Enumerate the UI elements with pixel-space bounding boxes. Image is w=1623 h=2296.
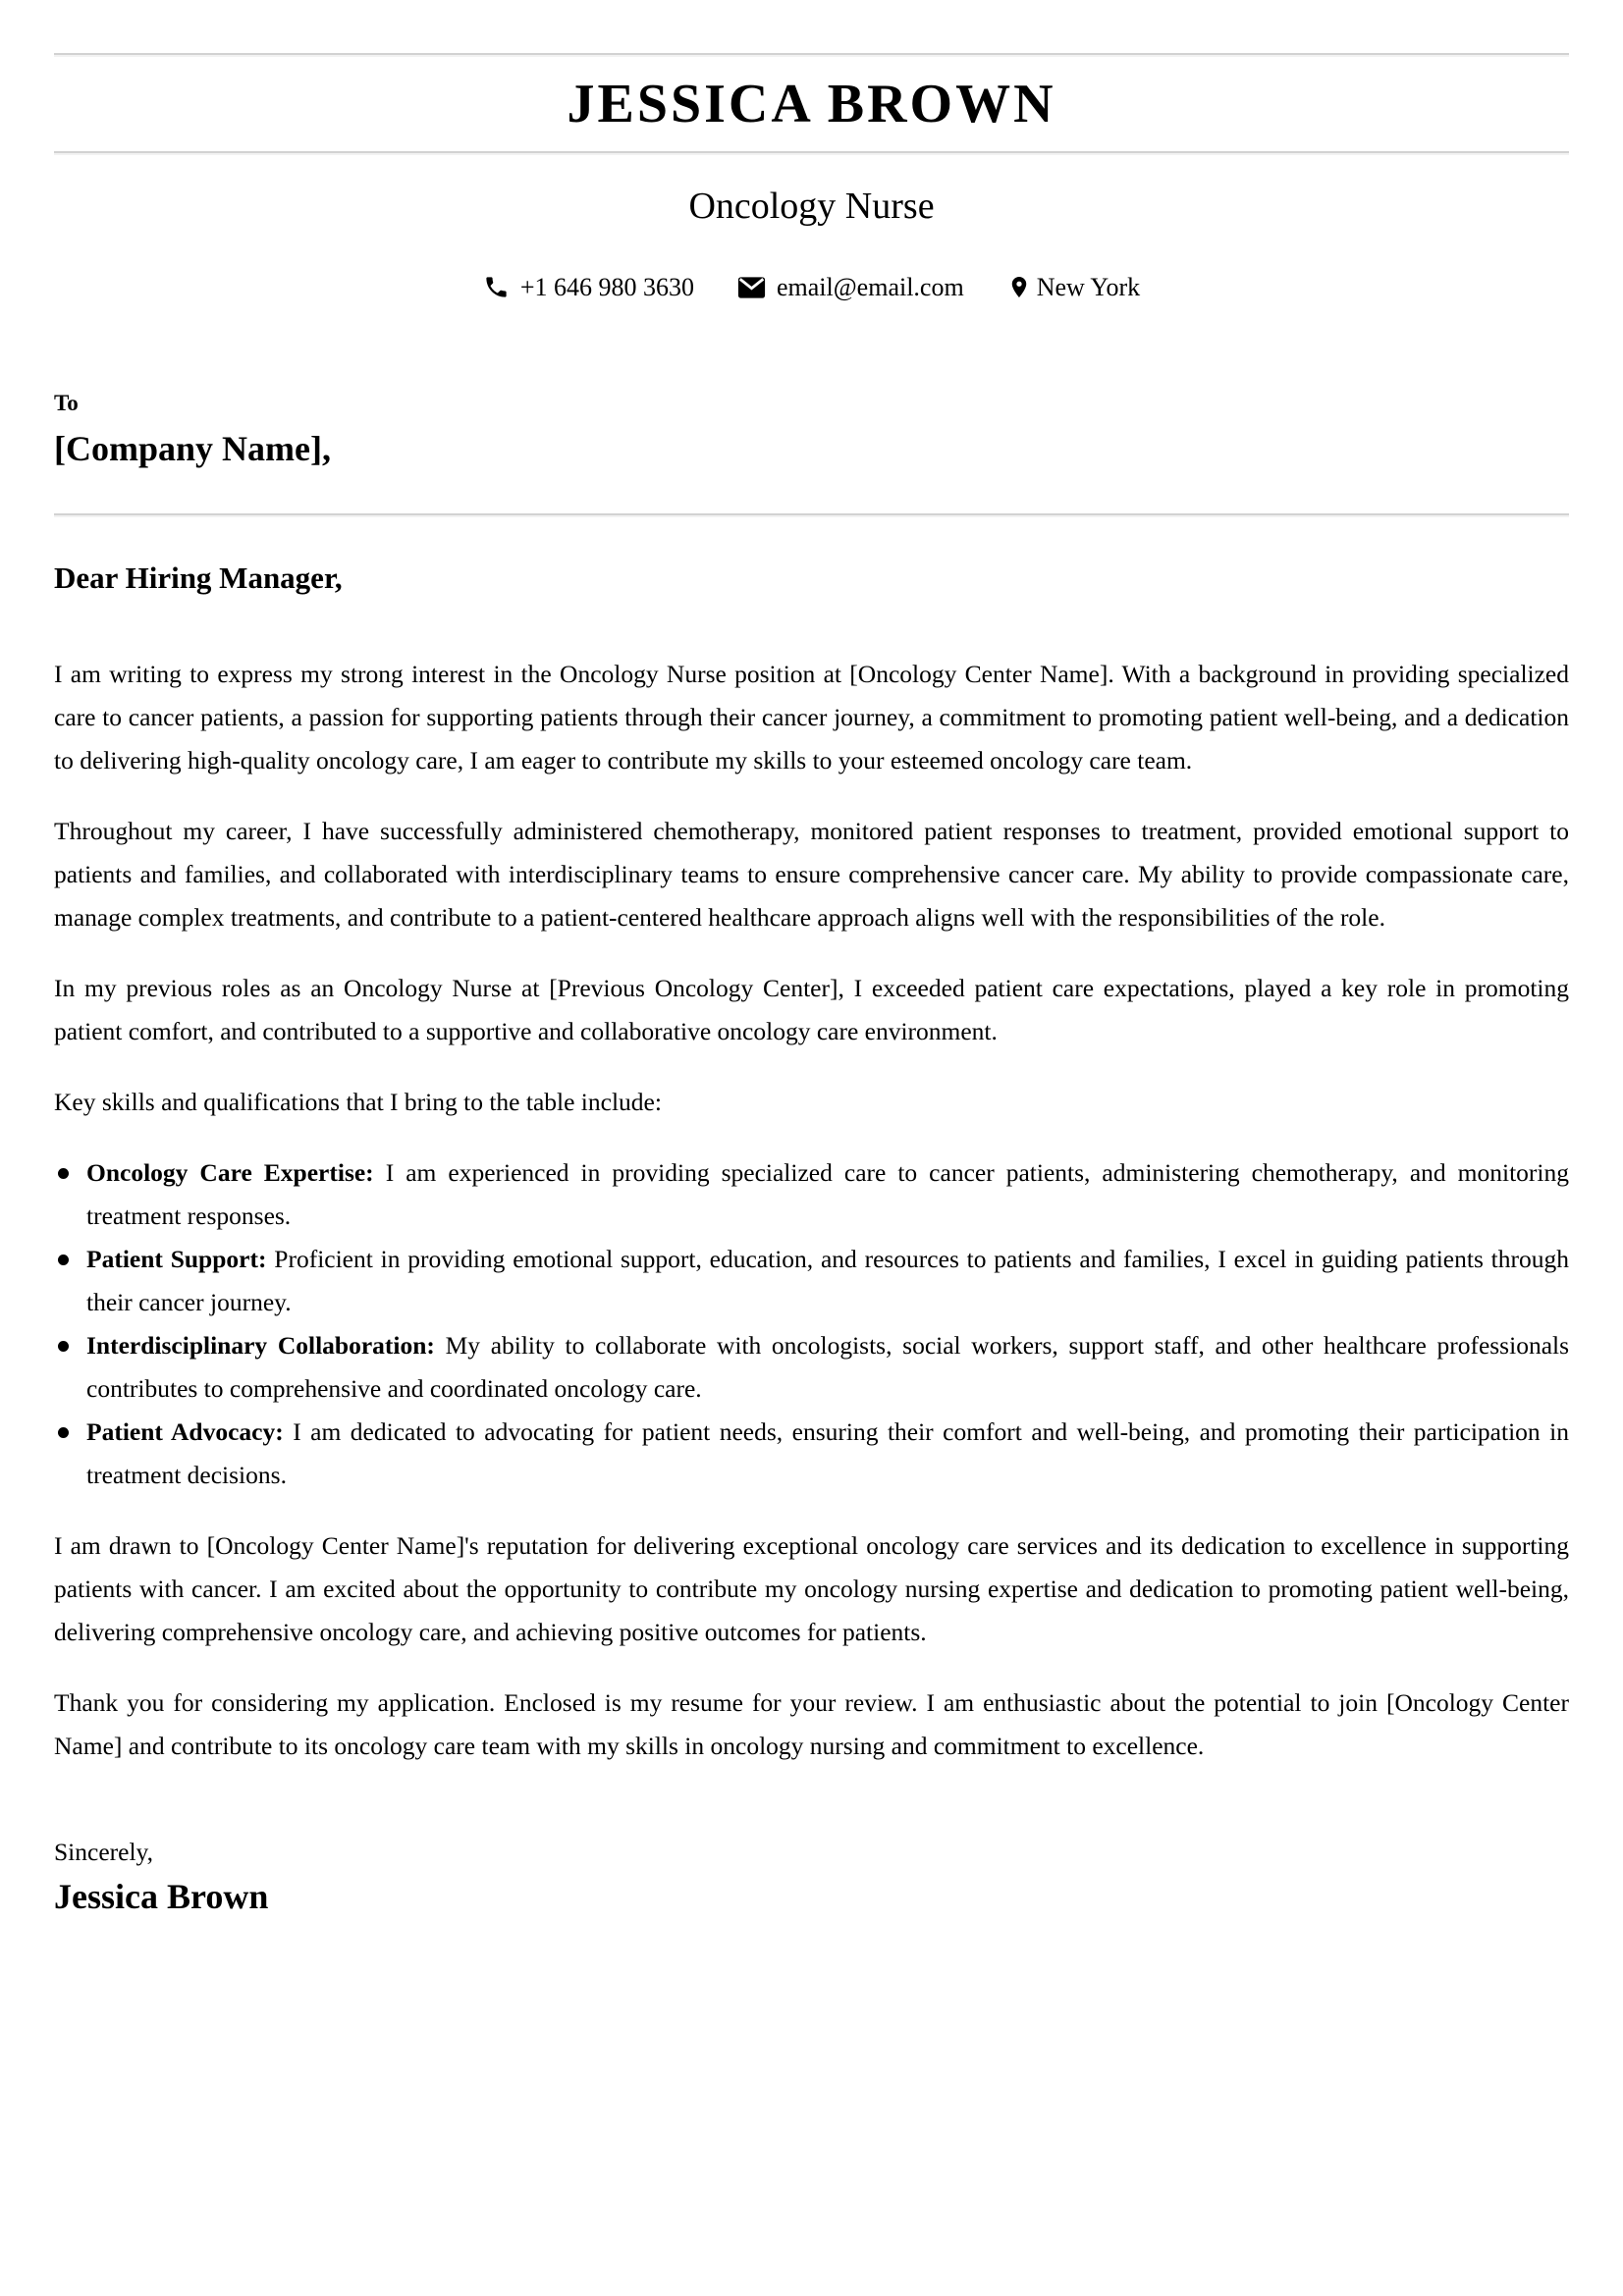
company-name: [Company Name], (54, 428, 331, 468)
list-item (54, 1151, 1569, 1238)
name-divider (54, 151, 1569, 153)
contact-location (1007, 273, 1140, 302)
contact-email (737, 273, 964, 302)
list-item (54, 1238, 1569, 1324)
signature-name: Jessica Brown (54, 1877, 269, 1917)
recipient-divider (54, 513, 1569, 515)
paragraph-previous-roles: In my previous roles as an Oncology Nurse at [Previous Oncology Center], I exceeded patient care expectations, played a key role in promoting patient comfort, and contributed to a supportive and collaborative oncology care environment. (54, 974, 1569, 1046)
skill-text: I am dedicated to advocating for patient needs, ensuring their comfort and well-being, and promoting their participation in treatment decisions. (86, 1417, 1569, 1490)
location-text: New York (1036, 272, 1141, 301)
location-pin-icon (1007, 274, 1031, 300)
skill-title: Patient Support: (86, 1245, 267, 1274)
paragraph-intro: I am writing to express my strong interest in the Oncology Nurse position at [Oncology Center Name]. With a background in providing specialized care to cancer patients, a passion for supporting patients through their cancer journey, a commitment to promoting patient well-being, and a dedication to delivering high-quality oncology care, I am eager to contribute my skills to your esteemed oncology care team. (54, 660, 1569, 775)
skills-list (54, 1151, 1569, 1497)
phone-number: +1 646 980 3630 (519, 272, 694, 301)
salutation: Dear Hiring Manager, (54, 561, 343, 596)
closing-sincerely: Sincerely, (54, 1838, 154, 1867)
skill-title: Oncology Care Expertise: (86, 1158, 374, 1188)
top-divider (54, 53, 1569, 55)
skill-title: Patient Advocacy: (86, 1417, 284, 1447)
page-title: JESSICA BROWN (567, 74, 1056, 134)
skill-text: Proficient in providing emotional support, education, and resources to patients and families, I excel in guiding patients through their cancer journey. (86, 1245, 1569, 1317)
paragraph-career: Throughout my career, I have successfully administered chemotherapy, monitored patient responses to treatment, provided emotional support to patients and families, and collaborated with interdisciplinary teams to ensure comprehensive cancer care. My ability to provide compassionate care, manage complex treatments, and contribute to a patient-centered healthcare approach aligns well with the responsibilities of the role. (54, 817, 1569, 933)
email-address: email@email.com (776, 272, 964, 301)
skill-text: I am experienced in providing specialized care to cancer patients, administering chemotherapy, and monitoring treatment responses. (86, 1158, 1569, 1231)
paragraph-skills-intro: Key skills and qualifications that I bring to the table include: (54, 1088, 662, 1117)
skill-text: My ability to collaborate with oncologists, social workers, support staff, and other healthcare professionals contributes to comprehensive and coordinated oncology care. (86, 1331, 1570, 1404)
phone-icon (483, 274, 510, 300)
paragraph-thank-you: Thank you for considering my application. Enclosed is my resume for your review. I am enthusiastic about the potential to join [Oncology Center Name] and contribute to its oncology care team with my skills in oncology nursing and commitment to excellence. (54, 1688, 1569, 1761)
skill-title: Interdisciplinary Collaboration: (86, 1331, 435, 1361)
to-label: To (54, 390, 79, 415)
job-title: Oncology Nurse (688, 186, 935, 228)
envelope-icon (737, 275, 766, 300)
list-item (54, 1324, 1569, 1411)
list-item (54, 1411, 1569, 1497)
contact-row (54, 273, 1569, 302)
paragraph-drawn-to: I am drawn to [Oncology Center Name]'s reputation for delivering exceptional oncology care services and its dedication to excellence in supporting patients with cancer. I am excited about the opportunity to contribute my oncology nursing expertise and dedication to promoting patient well-being, delivering comprehensive oncology care, and achieving positive outcomes for patients. (54, 1531, 1569, 1647)
contact-phone (483, 273, 694, 302)
